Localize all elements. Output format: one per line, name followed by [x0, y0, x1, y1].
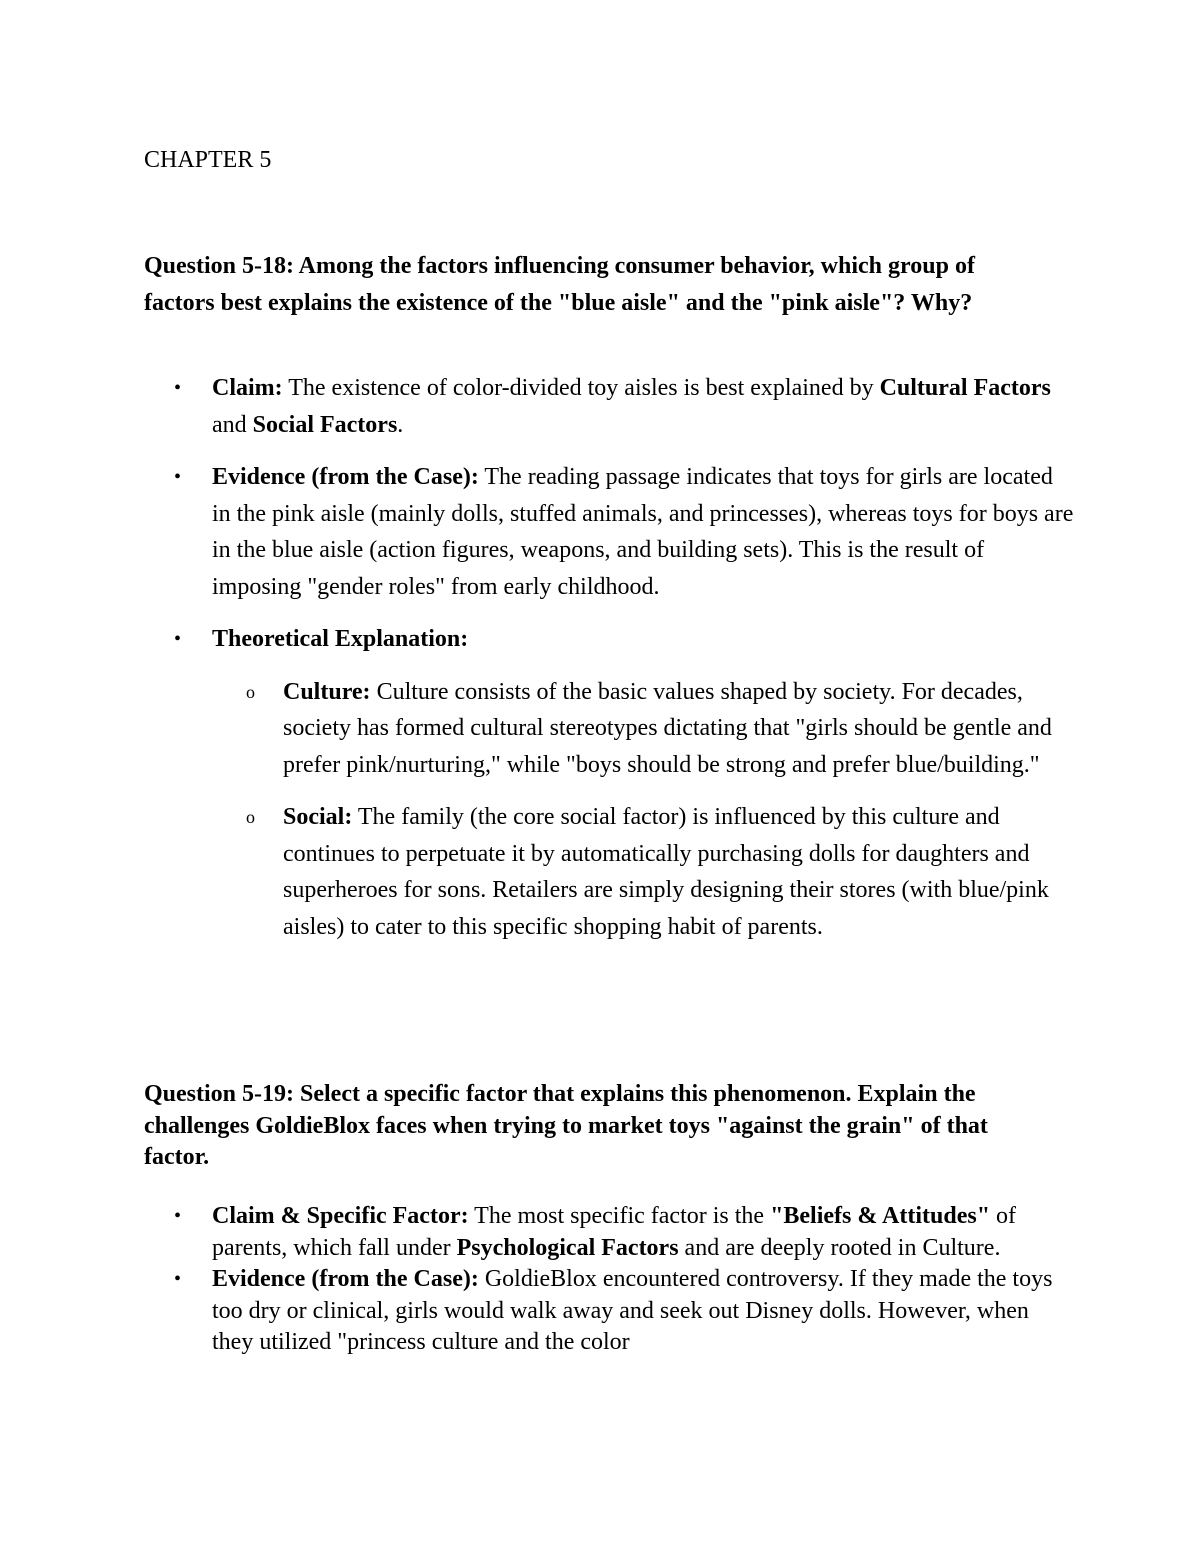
theory-label: Theoretical Explanation: — [212, 626, 469, 652]
list-item-evidence-goldieblox — [144, 1264, 1074, 1359]
claim-label: Claim: — [212, 375, 283, 401]
claim-factor-bold-psychological: Psychological Factors — [456, 1234, 679, 1261]
chapter-title: CHAPTER 5 — [144, 147, 272, 173]
evidence-text: The reading passage indicates that toys for girls are located in the pink aisle (mainly dolls, stuffed animals, and princesses), whereas toys for boys are in the blue aisle (action figures, weapons, and building sets). This is the result of imposing "gender roles" from early childhood. — [212, 464, 1074, 600]
sublist-item-culture — [212, 674, 1074, 784]
social-text: The family (the core social factor) is influenced by this culture and continues to perpetuate it by automatically purchasing dolls for daughters and superheroes for sons. Retailers are simply designing their stores (with blue/pink aisles) to cater to this specific shopping habit of parents. — [283, 804, 1049, 940]
culture-label: Culture: — [283, 678, 371, 705]
sublist-item-social — [212, 799, 1074, 945]
claim-factor-text-1: The most specific factor is the — [468, 1203, 771, 1229]
claim-text-2: and — [212, 411, 253, 438]
evidence-goldieblox-label: Evidence (from the Case): — [212, 1266, 479, 1292]
bullet-icon: • — [174, 628, 182, 650]
question-5-18-answer-list — [144, 370, 1074, 961]
sub-bullet-icon: o — [246, 681, 255, 702]
question-5-19-answer-list — [144, 1201, 1074, 1359]
bullet-icon: • — [174, 466, 182, 488]
bullet-icon: • — [174, 1268, 182, 1290]
sub-bullet-icon: o — [246, 807, 255, 827]
claim-bold-cultural: Cultural Factors — [879, 375, 1051, 401]
list-item-theory — [144, 621, 1074, 945]
question-5-18-heading: Question 5-18: Among the factors influencing consumer behavior, which group of factors best explains the existence of the "blue aisle" and the "pink aisle"? Why? — [144, 253, 975, 316]
claim-factor-bold-beliefs: "Beliefs & Attitudes" — [770, 1203, 991, 1229]
claim-factor-text-3: and are deeply rooted in Culture. — [678, 1234, 1001, 1261]
list-item-claim-specific-factor — [144, 1201, 1074, 1264]
claim-text-3: . — [397, 411, 404, 438]
social-label: Social: — [283, 804, 353, 830]
question-5-19-heading: Question 5-19: Select a specific factor that explains this phenomenon. Explain the challenges GoldieBlox faces when trying to market toys "against the grain" of that factor. — [144, 1081, 988, 1170]
theory-sublist — [212, 674, 1074, 946]
bullet-icon: • — [174, 377, 182, 399]
bullet-icon: • — [174, 1205, 182, 1227]
list-item-evidence — [144, 459, 1074, 605]
claim-factor-text-2: of parents, which fall under — [212, 1203, 1017, 1261]
claim-factor-label: Claim & Specific Factor: — [212, 1203, 469, 1229]
claim-text-1: The existence of color-divided toy aisles is best explained by — [282, 375, 880, 401]
list-item-claim — [144, 370, 1074, 443]
culture-text: Culture consists of the basic values shaped by society. For decades, society has formed cultural stereotypes dictating that "girls should be gentle and prefer pink/nurturing," while "boys should be strong and prefer blue/building." — [283, 678, 1052, 778]
evidence-label: Evidence (from the Case): — [212, 464, 479, 490]
claim-bold-social: Social Factors — [252, 411, 398, 438]
evidence-goldieblox-text: GoldieBlox encountered controversy. If they made the toys too dry or clinical, girls would walk away and seek out Disney dolls. However, when they utilized "princess culture and the color — [212, 1266, 1053, 1355]
